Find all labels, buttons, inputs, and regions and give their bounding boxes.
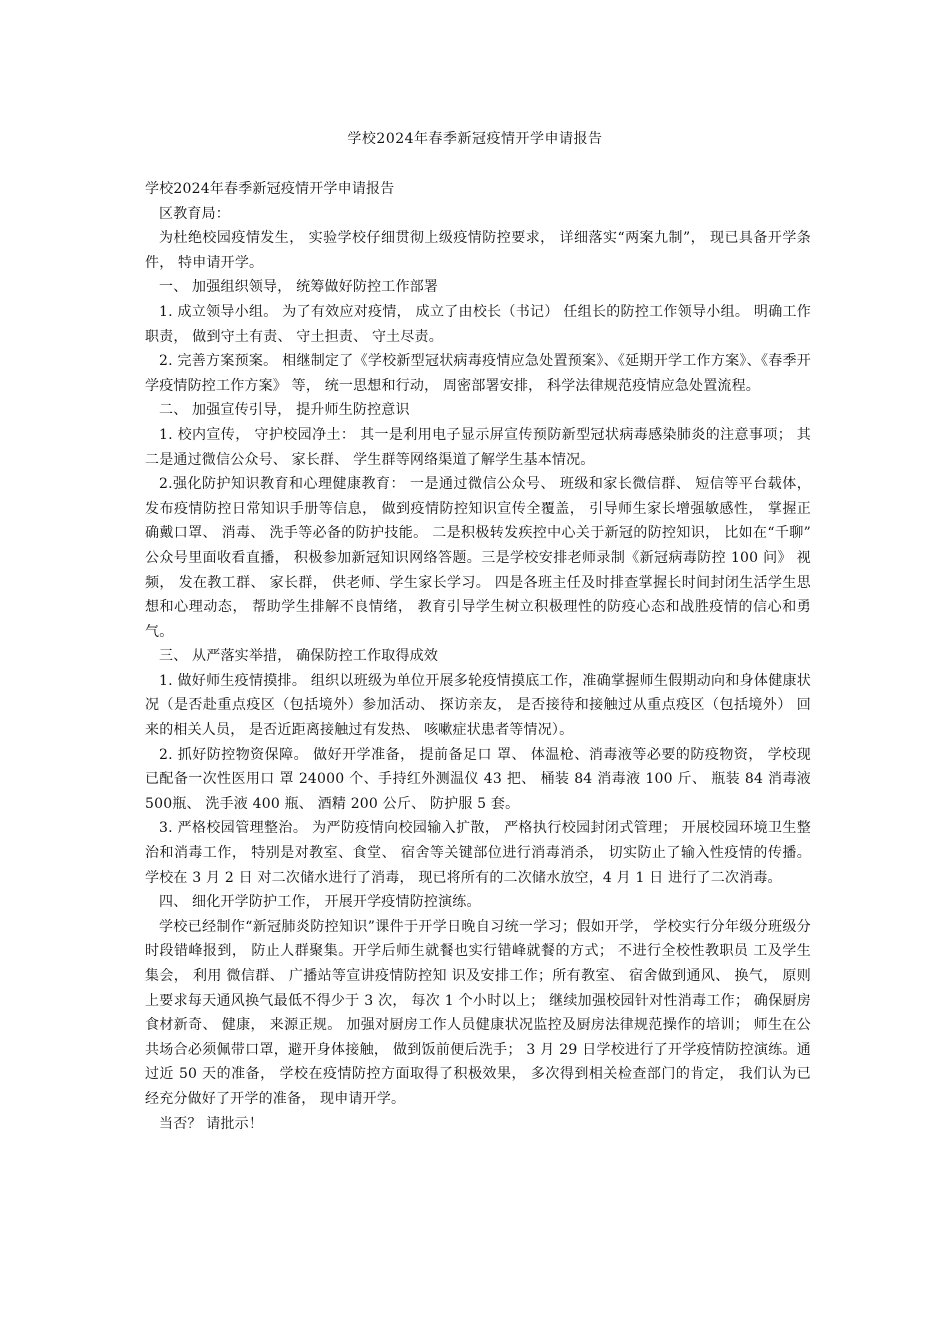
paragraph-3-3: 3. 严格校园管理整治。 为严防疫情向校园输入扩散， 严格执行校园封闭式管理； 开展校园环境卫生整治和消毒工作， 特别是对教室、食堂、 宿舍等关键部位进行消毒消杀， 切实防止了输入性疫情的传播。学校在 3 月 2 日 对二次储水进行了消毒， 现已将所有的二次储水放空，4 月 1 日 进行了二次消毒。 — [145, 820, 811, 886]
paragraph-3-1: 1. 做好师生疫情摸排。 组织以班级为单位开展多轮疫情摸底工作，准确掌握师生假期动向和身体健康状况（是否赴重点疫区（包括境外）参加活动、 探访亲友， 是否接待和接触过从重点疫区（包括境外） 回来的相关人员， 是否近距离接触过有发热、 咳嗽症状患者等情况）。 — [145, 672, 811, 739]
document-body — [145, 177, 811, 1136]
section-heading-1: 一、 加强组织领导， 统筹做好防控工作部署 — [159, 279, 439, 296]
paragraph-closing: 当否？ 请批示！ — [159, 1115, 264, 1132]
paragraph-heading-repeat: 学校2024年春季新冠疫情开学申请报告 — [145, 181, 395, 197]
paragraph-1-2: 2. 完善方案预案。 相继制定了《学校新型冠状病毒疫情应急处置预案》、《延期开学工作方案》、《春季开学疫情防控工作方案》 等， 统一思想和行动， 周密部署安排， 科学法律规范疫情应急处置流程。 — [145, 353, 811, 394]
document-title: 学校2024年春季新冠疫情开学申请报告 — [347, 131, 603, 147]
section-heading-3: 三、 从严落实举措， 确保防控工作取得成效 — [159, 648, 439, 665]
section-heading-2: 二、 加强宣传引导， 提升师生防控意识 — [159, 402, 410, 419]
paragraph-4-1: 学校已经制作“新冠肺炎防控知识”课件于开学日晚自习统一学习；假如开学， 学校实行分年级分班级分时段错峰报到， 防止人群聚集。开学后师生就餐也实行错峰就餐的方式； 不进行全校性教职员 工及学生集会， 利用 微信群、 广播站等宣讲疫情防控知 识及安排工作；所有教室、 宿舍做到通风、 换气， 原则 上要求每天通风换气最低不得少于 3 次， 每次 1 个小时以上； 继续加强校园针对性消毒工作； 确保厨房食材新奇、 健康， 来源正规。 加强对厨房工作人员健康状况监控及厨房法律规范操作的培训； 师生在公共场合必须佩带口罩，避开身体接触， 做到饭前便后洗手； 3 月 29 日学校进行了开学疫情防控演练。通过近 50 天的准备， 学校在疫情防控方面取得了积极效果， 多次得到相关检查部门的肯定， 我们认为已经充分做好了开学的准备， 现申请开学。 — [145, 918, 811, 1107]
paragraph-2-2: 2.强化防护知识教育和心理健康教育： 一是通过微信公众号、 班级和家长微信群、 短信等平台载体， 发布疫情防控日常知识手册等信息， 做到疫情防控知识宣传全覆盖， 引导师生家长增强敏感性， 掌握正确戴口罩、 消毒、 洗手等必备的防护技能。 二是积极转发疾控中心关于新冠的防控知识， 比如在“千聊” 公众号里面收看直播， 积极参加新冠知识网络答题。三是学校安排老师录制《新冠病毒防控 100 问》 视频， 发在教工群、 家长群， 供老师、学生家长学习。 四是各班主任及时排查掌握长时间封闭生活学生思想和心理动态， 帮助学生排解不良情绪， 教育引导学生树立积极理性的防疫心态和战胜疫情的信心和勇气。 — [145, 476, 811, 640]
paragraph-salutation: 区教育局： — [159, 205, 230, 222]
paragraph-1-1: 1. 成立领导小组。 为了有效应对疫情， 成立了由校长（书记） 任组长的防控工作领导小组。 明确工作职责， 做到守土有责、 守土担责、 守土尽责。 — [145, 303, 811, 345]
paragraph-2-1: 1. 校内宣传， 守护校园净土： 其一是利用电子显示屏宣传预防新型冠状病毒感染肺炎的注意事项； 其二是通过微信公众号、 家长群、 学生群等网络渠道了解学生基本情况。 — [145, 426, 811, 468]
paragraph-intro: 为杜绝校园疫情发生， 实验学校仔细贯彻上级疫情防控要求， 详细落实“两案九制”， 现已具备开学条件， 特申请开学。 — [145, 230, 811, 271]
paragraph-3-2: 2. 抓好防控物资保障。 做好开学准备， 提前备足口 罩、 体温枪、消毒液等必要的防疫物资， 学校现已配备一次性医用口 罩 24000 个、手持红外测温仪 43 把、 桶装 84 消毒液 100 斤、 瓶装 84 消毒液 500瓶、 洗手液 400 瓶、 酒精 200 公斤、 防护服 5 套。 — [145, 746, 811, 812]
section-heading-4: 四、 细化开学防护工作， 开展开学疫情防控演练。 — [159, 894, 481, 911]
